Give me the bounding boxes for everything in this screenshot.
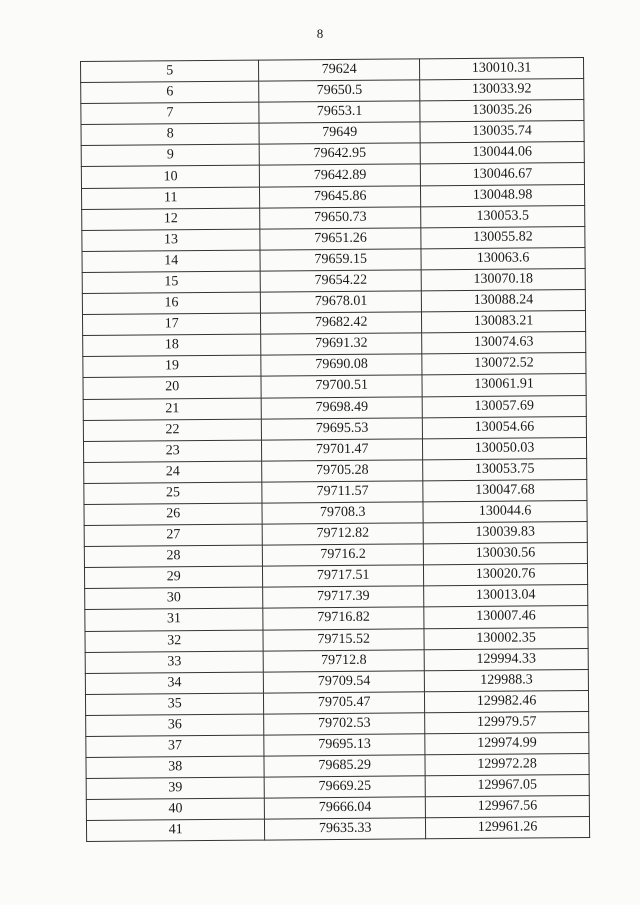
y-coordinate-cell: 129967.56 — [425, 796, 589, 818]
x-coordinate-cell: 79659.15 — [260, 249, 421, 271]
point-number-cell: 25 — [84, 482, 262, 504]
y-coordinate-cell: 129961.26 — [426, 817, 590, 839]
x-coordinate-cell: 79698.49 — [261, 396, 422, 418]
y-coordinate-cell: 129974.99 — [425, 733, 589, 755]
y-coordinate-cell: 130035.26 — [420, 100, 584, 122]
point-number-cell: 33 — [85, 651, 263, 673]
point-number-cell: 19 — [83, 355, 261, 377]
point-number-cell: 14 — [82, 250, 260, 272]
x-coordinate-cell: 79669.25 — [264, 776, 425, 798]
point-number-cell: 37 — [86, 735, 264, 757]
x-coordinate-cell: 79649 — [259, 122, 420, 144]
y-coordinate-cell: 129967.05 — [425, 775, 589, 797]
point-number-cell: 7 — [81, 102, 259, 124]
y-coordinate-cell: 130063.6 — [421, 247, 585, 269]
y-coordinate-cell: 130046.67 — [420, 163, 584, 185]
y-coordinate-cell: 130055.82 — [421, 226, 585, 248]
point-number-cell: 31 — [85, 609, 263, 631]
x-coordinate-cell: 79691.32 — [261, 333, 422, 355]
x-coordinate-cell: 79712.82 — [262, 523, 423, 545]
page-number: 8 — [316, 26, 324, 41]
y-coordinate-cell: 129972.28 — [425, 754, 589, 776]
x-coordinate-cell: 79716.2 — [263, 544, 424, 566]
point-number-cell: 29 — [84, 566, 262, 588]
y-coordinate-cell: 130048.98 — [421, 184, 585, 206]
x-coordinate-cell: 79711.57 — [262, 481, 423, 503]
y-coordinate-cell: 130002.35 — [424, 627, 588, 649]
point-number-cell: 16 — [82, 292, 260, 314]
y-coordinate-cell: 130061.91 — [422, 374, 586, 396]
x-coordinate-cell: 79666.04 — [265, 797, 426, 819]
x-coordinate-cell: 79708.3 — [262, 502, 423, 524]
y-coordinate-cell: 130033.92 — [420, 79, 584, 101]
y-coordinate-cell: 130010.31 — [420, 58, 584, 80]
x-coordinate-cell: 79635.33 — [265, 818, 426, 840]
y-coordinate-cell: 130057.69 — [422, 395, 586, 417]
point-number-cell: 10 — [81, 166, 259, 188]
x-coordinate-cell: 79642.95 — [259, 143, 420, 165]
point-number-cell: 39 — [86, 777, 264, 799]
point-number-cell: 17 — [82, 313, 260, 335]
x-coordinate-cell: 79650.73 — [260, 206, 421, 228]
x-coordinate-cell: 79695.13 — [264, 734, 425, 756]
x-coordinate-cell: 79624 — [259, 59, 420, 81]
point-number-cell: 12 — [82, 208, 260, 230]
y-coordinate-cell: 129979.57 — [425, 711, 589, 733]
x-coordinate-cell: 79651.26 — [260, 228, 421, 250]
point-number-cell: 30 — [85, 587, 263, 609]
x-coordinate-cell: 79685.29 — [264, 755, 425, 777]
y-coordinate-cell: 130050.03 — [423, 437, 587, 459]
coordinate-table-body — [81, 58, 590, 842]
x-coordinate-cell: 79717.39 — [263, 586, 424, 608]
y-coordinate-cell: 130044.6 — [423, 501, 587, 523]
point-number-cell: 18 — [83, 334, 261, 356]
point-number-cell: 40 — [86, 798, 264, 820]
y-coordinate-cell: 130083.21 — [422, 311, 586, 333]
y-coordinate-cell: 130053.5 — [421, 205, 585, 227]
point-number-cell: 32 — [85, 630, 263, 652]
x-coordinate-cell: 79654.22 — [260, 270, 421, 292]
x-coordinate-cell: 79690.08 — [261, 354, 422, 376]
point-number-cell: 35 — [85, 693, 263, 715]
point-number-cell: 24 — [84, 461, 262, 483]
y-coordinate-cell: 130039.83 — [423, 522, 587, 544]
y-coordinate-cell: 129988.3 — [424, 669, 588, 691]
point-number-cell: 38 — [86, 756, 264, 778]
table-row — [86, 817, 589, 842]
x-coordinate-cell: 79650.5 — [259, 80, 420, 102]
point-number-cell: 36 — [86, 714, 264, 736]
point-number-cell: 28 — [84, 545, 262, 567]
y-coordinate-cell: 129994.33 — [424, 648, 588, 670]
point-number-cell: 13 — [82, 229, 260, 251]
x-coordinate-cell: 79642.89 — [260, 164, 421, 186]
y-coordinate-cell: 130074.63 — [422, 332, 586, 354]
point-number-cell: 6 — [81, 81, 259, 103]
x-coordinate-cell: 79705.28 — [262, 460, 423, 482]
point-number-cell: 20 — [83, 376, 261, 398]
point-number-cell: 21 — [83, 398, 261, 420]
x-coordinate-cell: 79682.42 — [261, 312, 422, 334]
x-coordinate-cell: 79702.53 — [264, 713, 425, 735]
x-coordinate-cell: 79678.01 — [261, 291, 422, 313]
y-coordinate-cell: 130088.24 — [421, 290, 585, 312]
x-coordinate-cell: 79645.86 — [260, 185, 421, 207]
x-coordinate-cell: 79705.47 — [264, 692, 425, 714]
point-number-cell: 34 — [85, 672, 263, 694]
x-coordinate-cell: 79695.53 — [262, 417, 423, 439]
x-coordinate-cell: 79715.52 — [263, 628, 424, 650]
x-coordinate-cell: 79700.51 — [261, 375, 422, 397]
point-number-cell: 22 — [83, 419, 261, 441]
x-coordinate-cell: 79653.1 — [259, 101, 420, 123]
point-number-cell: 8 — [81, 123, 259, 145]
point-number-cell: 23 — [83, 440, 261, 462]
point-number-cell: 9 — [81, 144, 259, 166]
coordinate-table — [80, 57, 590, 842]
y-coordinate-cell: 130054.66 — [422, 416, 586, 438]
y-coordinate-cell: 130047.68 — [423, 479, 587, 501]
y-coordinate-cell: 130044.06 — [420, 142, 584, 164]
point-number-cell: 11 — [81, 187, 259, 209]
y-coordinate-cell: 130007.46 — [424, 606, 588, 628]
point-number-cell: 26 — [84, 503, 262, 525]
y-coordinate-cell: 130030.56 — [423, 543, 587, 565]
point-number-cell: 15 — [82, 271, 260, 293]
x-coordinate-cell: 79712.8 — [263, 649, 424, 671]
x-coordinate-cell: 79701.47 — [262, 439, 423, 461]
x-coordinate-cell: 79709.54 — [264, 671, 425, 693]
point-number-cell: 5 — [81, 60, 259, 82]
point-number-cell: 27 — [84, 524, 262, 546]
y-coordinate-cell: 130053.75 — [423, 458, 587, 480]
y-coordinate-cell: 129982.46 — [425, 690, 589, 712]
y-coordinate-cell: 130020.76 — [424, 564, 588, 586]
y-coordinate-cell: 130035.74 — [420, 121, 584, 143]
y-coordinate-cell: 130072.52 — [422, 353, 586, 375]
y-coordinate-cell: 130013.04 — [424, 585, 588, 607]
y-coordinate-cell: 130070.18 — [421, 268, 585, 290]
point-number-cell: 41 — [86, 819, 264, 841]
x-coordinate-cell: 79716.82 — [263, 607, 424, 629]
x-coordinate-cell: 79717.51 — [263, 565, 424, 587]
